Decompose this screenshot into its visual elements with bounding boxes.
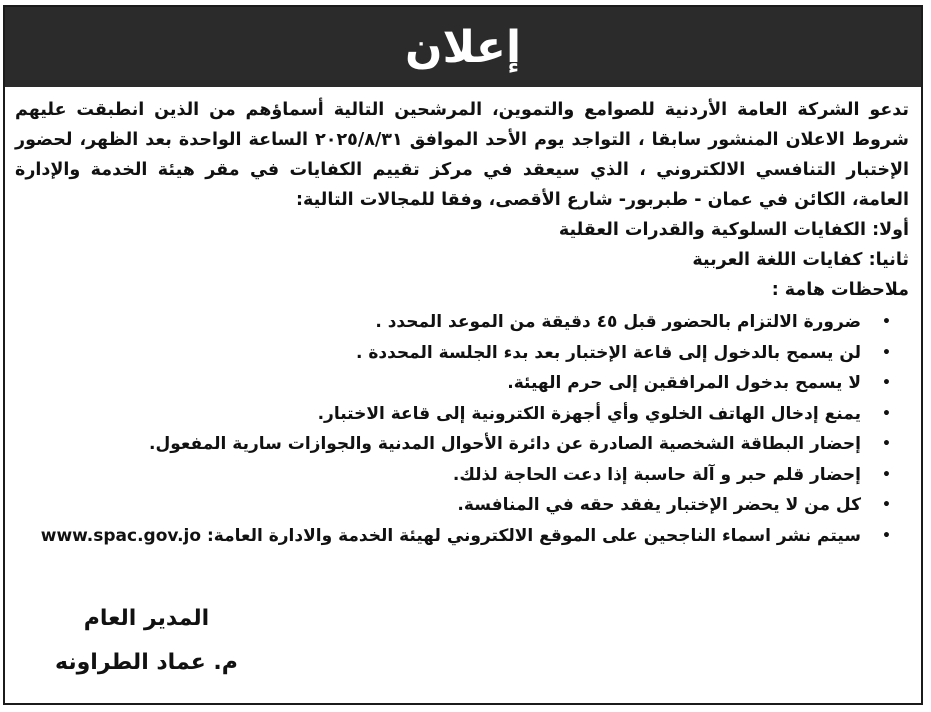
note-text: سيتم نشر اسماء الناجحين على الموقع الالكتروني لهيئة الخدمة والادارة العامة: [206, 525, 861, 546]
announcement-header [5, 7, 921, 87]
announcement-body [15, 95, 909, 695]
list-item [15, 521, 891, 552]
bullet-icon: • [882, 375, 891, 391]
signature-title: المدير العام [83, 606, 210, 631]
list-item [15, 429, 891, 460]
note-text: إحضار قلم حبر و آلة حاسبة إذا دعت الحاجة لذلك. [452, 464, 861, 485]
section-first: أولا: الكفايات السلوكية والقدرات العقلية [558, 220, 909, 240]
note-text: كل من لا يحضر الإختبار يفقد حقه في المنافسة. [457, 495, 861, 515]
list-item [15, 460, 891, 491]
bullet-icon: • [882, 344, 891, 361]
announcement-title: إعلان [404, 21, 522, 73]
bullet-icon: • [882, 314, 891, 330]
website-link[interactable]: www.spac.gov.jo [40, 525, 202, 546]
list-item [15, 490, 891, 521]
note-text: لا يسمح بدخول المرافقين إلى حرم الهيئة. [507, 373, 861, 393]
announcement-frame [3, 5, 923, 705]
list-item [15, 307, 891, 338]
notes-list [15, 307, 909, 551]
list-item [15, 399, 891, 430]
bullet-icon: • [882, 527, 891, 544]
note-text: ضرورة الالتزام بالحضور قبل ٤٥ دقيقة من الموعد المحدد . [375, 312, 861, 332]
note-text: إحضار البطاقة الشخصية الصادرة عن دائرة الأحوال المدنية والجوازات سارية المفعول. [149, 434, 861, 454]
list-item [15, 338, 891, 369]
notes-title: ملاحظات هامة : [771, 280, 909, 300]
signature-block [55, 597, 238, 685]
intro-paragraph: تدعو الشركة العامة الأردنية للصوامع والتموين، المرشحين التالية أسماؤهم من الذين انطبقت عليهم شروط الاعلان المنشور سابقا ، التواجد يوم الأحد الموافق ٢٠٢٥/٨/٣١ الساعة الواحدة بعد الظهر، لحضور الإختبار التنافسي الالكتروني ، الذي سيعقد في مركز تقييم الكفايات في مقر هيئة الخدمة والإدارة العامة، الكائن في عمان - طبربور- شارع الأقصى، وفقا للمجالات التالية: [15, 100, 909, 210]
signature-name: م. عماد الطراونه [55, 650, 238, 675]
bullet-icon: • [882, 466, 891, 483]
list-item [15, 368, 891, 399]
bullet-icon: • [882, 436, 891, 452]
note-text: لن يسمح بالدخول إلى قاعة الإختبار بعد بدء الجلسة المحددة . [355, 342, 861, 363]
note-text: يمنع إدخال الهاتف الخلوي وأي أجهزة الكترونية إلى قاعة الاختبار. [317, 403, 861, 424]
bullet-icon: • [882, 405, 891, 422]
section-second: ثانيا: كفايات اللغة العربية [692, 250, 909, 270]
bullet-icon: • [882, 497, 891, 513]
